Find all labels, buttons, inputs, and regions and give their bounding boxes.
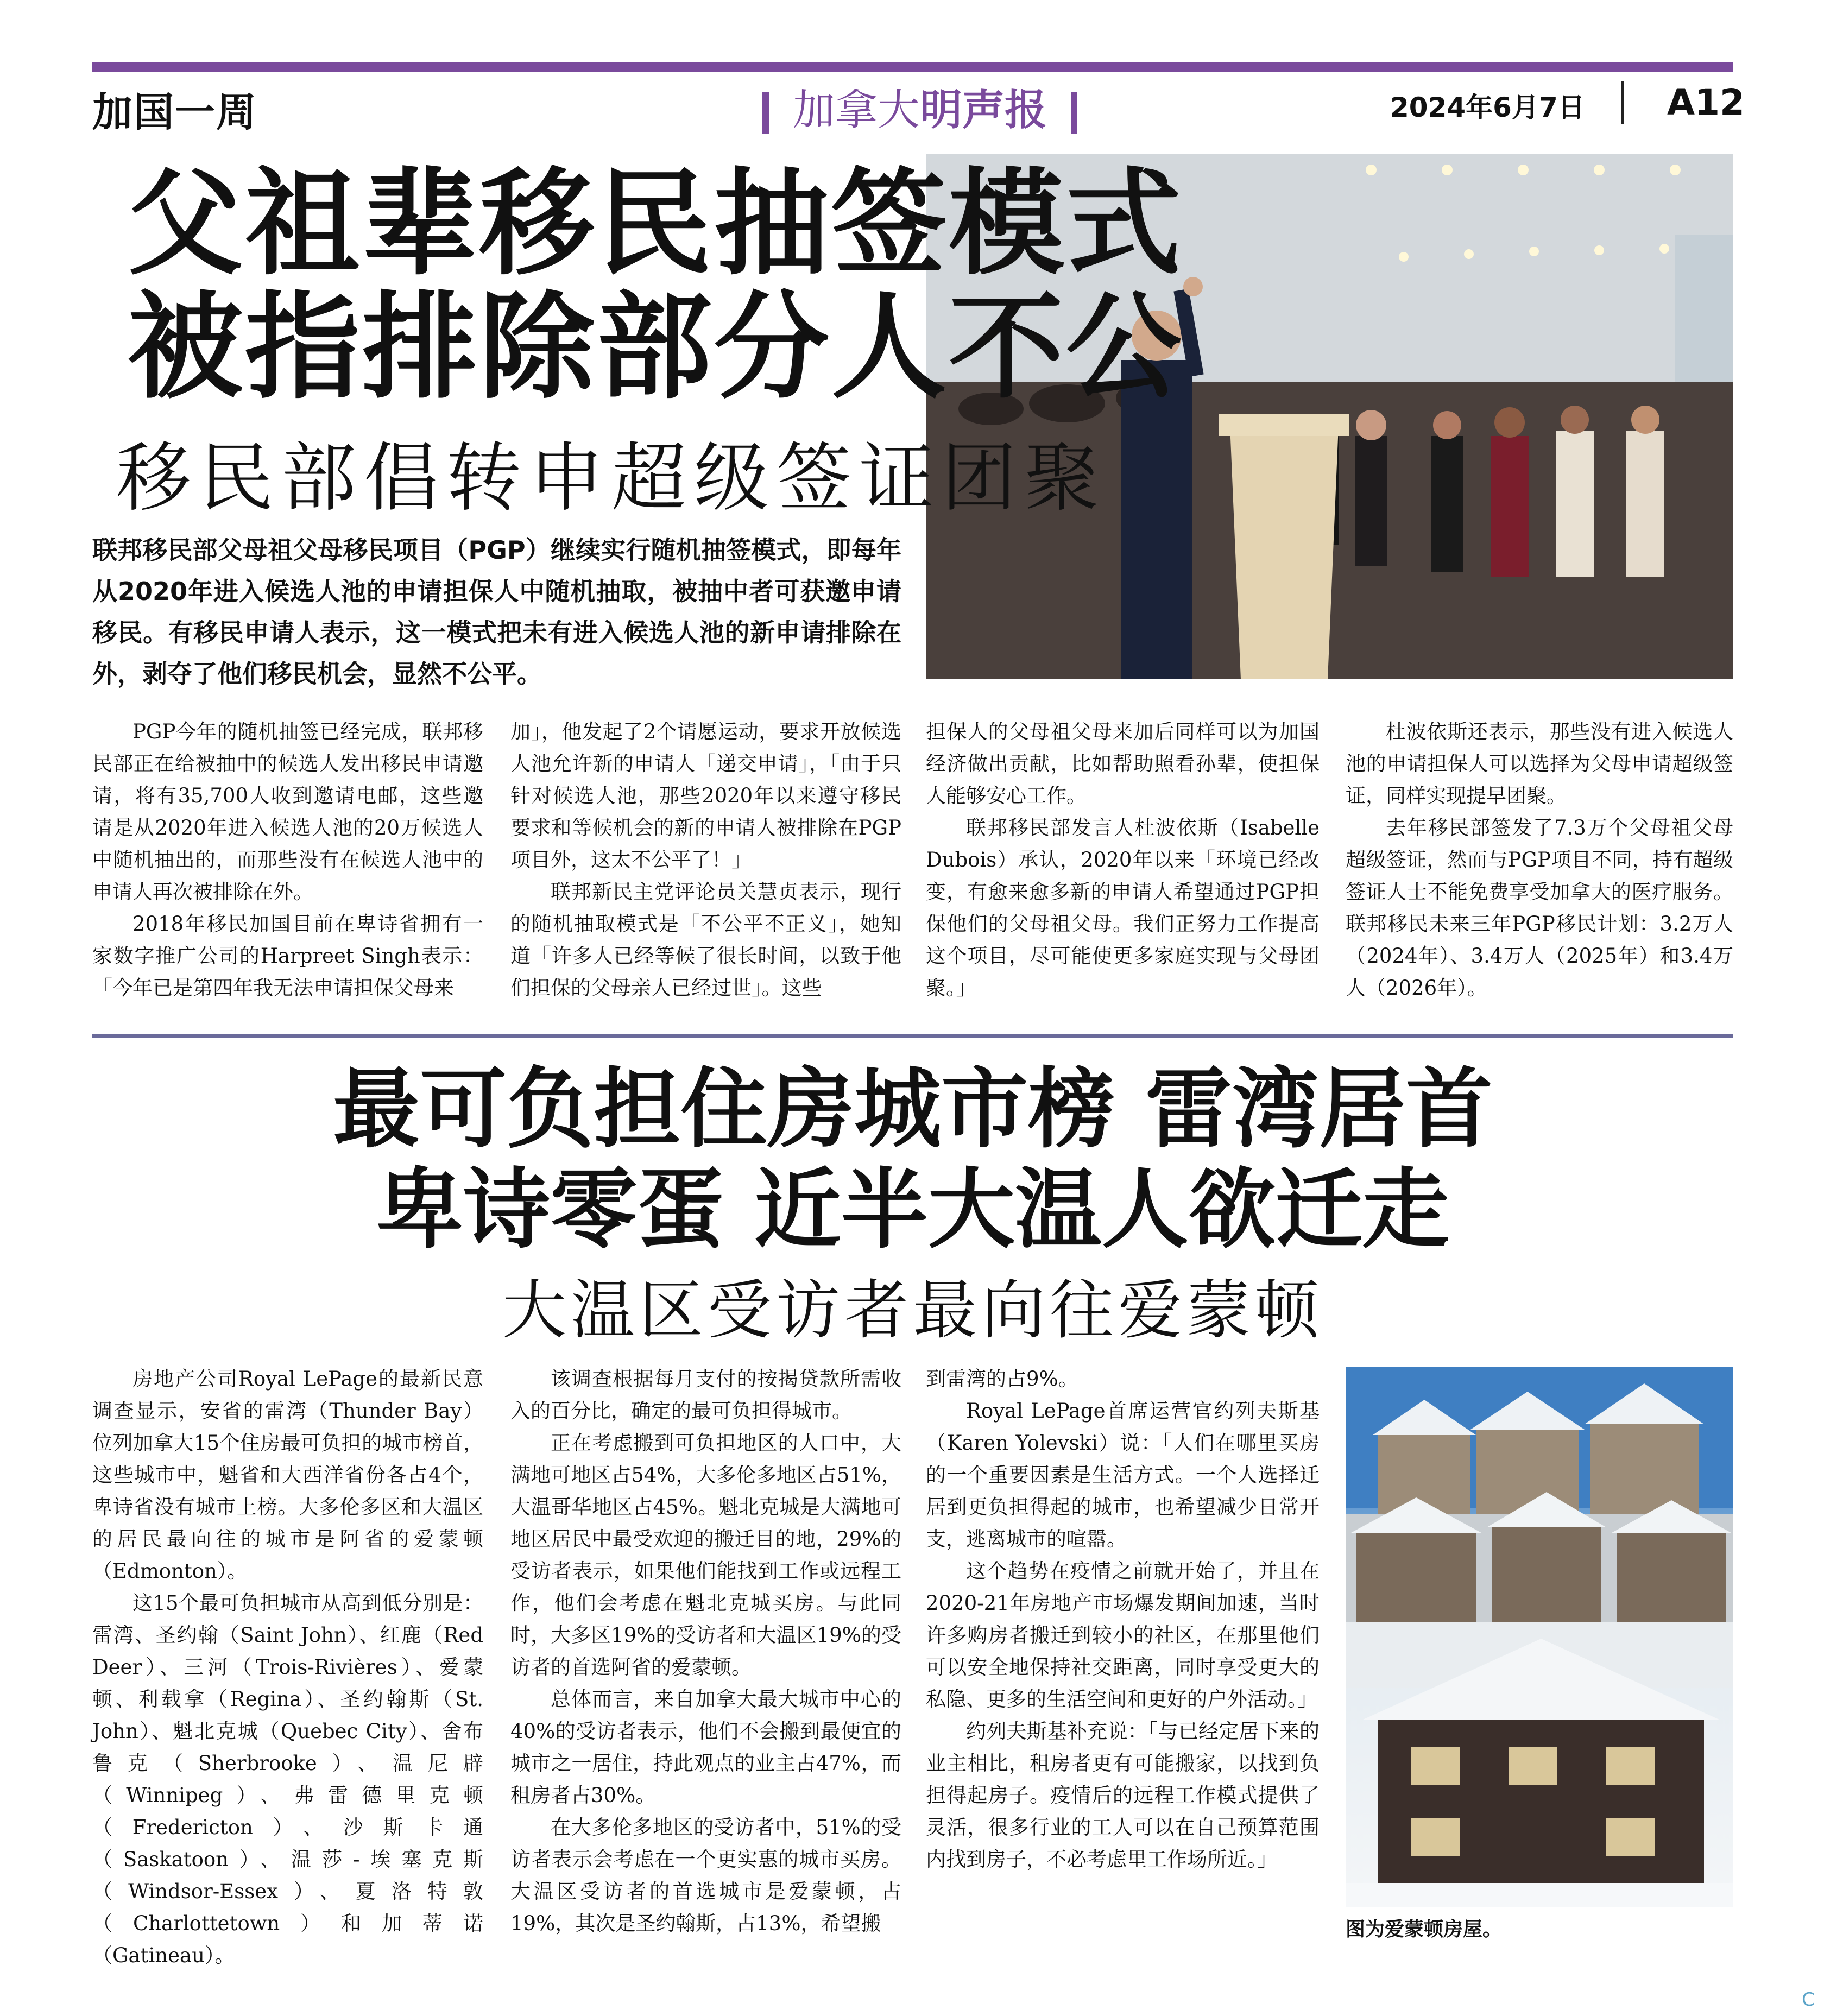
paragraph: 联邦移民部发言人杜波依斯（Isabelle Dubois）承认，2020年以来「环境已经改变，有愈来愈多新的申请人希望通过PGP担保他们的父母祖父母。我们正努力工作提高这个项目，尽可能使更多家庭实现与父母团聚。」 [926,816,1320,1000]
article2-headline [92,1059,1733,1260]
paragraph: Royal LePage首席运营官约列夫斯基（Karen Yolevski）说：「人们在哪里买房的一个重要因素是生活方式。一个人选择迁居到更负担得起的城市，也希望减少日常开支，逃离城市的喧嚣。 [926,1399,1320,1551]
paragraph: 去年移民部签发了7.3万个父母祖父母超级签证，然而与PGP项目不同，持有超级签证人士不能免费享受加拿大的医疗服务。联邦移民未来三年PGP移民计划：3.2万人（2024年）、3.4万人（2025年）和3.4万人（2026年）。 [1346,816,1733,1000]
article1-lead: 联邦移民部父母祖父母移民项目（PGP）继续实行随机抽签模式，即每年从2020年进入候选人池的申请担保人中随机抽取，被抽中者可获邀申请移民。有移民申请人表示，这一模式把未有进入候选人池的新申请排除在外，剥夺了他们移民机会，显然不公平。 [92,535,901,688]
paragraph: 联邦新民主党评论员关慧贞表示，现行的随机抽取模式是「不公平不正义」，她知道「许多人已经等候了很长时间，以致于他们担保的父母亲人已经过世」。这些 [510,880,901,1000]
article1-headline [128,156,1183,414]
masthead-left-bar [762,92,769,134]
top-color-bar [92,62,1733,72]
paragraph: 总体而言，来自加拿大最大城市中心的40%的受访者表示，他们不会搬到最便宜的城市之一居住，持此观点的业主占47%，而租房者占30%。 [510,1688,901,1807]
article2-headline-line1: 最可负担住房城市榜 雷湾居首 [333,1058,1493,1160]
article2-column-1 [92,1363,483,1971]
paragraph: 担保人的父母祖父母来加后同样可以为加国经济做出贡献，比如帮助照看孙辈，使担保人能够安心工作。 [926,720,1320,807]
article1-headline-line2: 被指排除部分人不公 [128,280,1183,414]
masthead [739,76,1101,137]
article1-column-3 [926,716,1320,1004]
header-separator [1621,81,1624,124]
corner-mark: C [1802,1989,1815,2011]
masthead-bold: 明声报 [920,86,1047,135]
issue-date: 2024年6月7日 [1390,92,1585,123]
article2-headline-line2: 卑诗零蛋 近半大温人欲迁走 [376,1159,1449,1260]
edmonton-houses-illustration [1346,1367,1733,1907]
photo-caption: 图为爱蒙顿房屋。 [1346,1918,1503,1941]
paragraph: 这个趋势在疫情之前就开始了，并且在2020-21年房地产市场爆发期间加速，当时许多购房者搬迁到较小的社区，在那里他们可以安全地保持社交距离，同时享受更大的私隐、更多的生活空间和更好的户外活动。」 [926,1559,1320,1711]
paragraph: 房地产公司Royal LePage的最新民意调查显示，安省的雷湾（Thunder Bay）位列加拿大15个住房最可负担的城市榜首，这些城市中，魁省和大西洋省份各占4个，卑诗省没有城市上榜。大多伦多区和大温区的居民最向往的城市是阿省的爱蒙顿（Edmonton）。 [92,1367,483,1583]
masthead-light: 加拿大 [793,86,920,135]
edmonton-houses-photo [1346,1367,1733,1907]
paragraph: 这15个最可负担城市从高到低分别是：雷湾、圣约翰（Saint John）、红鹿（Red Deer）、三河（Trois-Rivières）、爱蒙顿、利载拿（Regina）、圣约翰斯（St. John）、魁北克城（Quebec City）、舍布鲁克（Sherbrooke）、温尼辟（Winnipeg）、弗雷德里克顿（Fredericton）、沙斯卡通（Saskatoon）、温莎-埃塞克斯（Windsor-Essex）、夏洛特敦（Charlottetown）和加蒂诺（Gatineau）。 [92,1591,483,1967]
article1-column-2 [510,716,901,1004]
article1-subheadline: 移民部倡转申超级签证团聚 [116,434,1107,522]
section-name: 加国一周 [92,89,257,136]
paragraph: 约列夫斯基补充说：「与已经定居下来的业主相比，租房者更有可能搬家，以找到负担得起房子。疫情后的远程工作模式提供了灵活，很多行业的工人可以在自己预算范围内找到房子，不必考虑里工作场所近。」 [926,1720,1320,1871]
article2-column-2 [510,1363,901,1939]
masthead-right-bar [1071,92,1077,134]
article2-column-3 [926,1363,1320,1875]
paragraph: 该调查根据每月支付的按揭贷款所需收入的百分比，确定的最可负担得城市。 [510,1367,901,1423]
paragraph: 杜波依斯还表示，那些没有进入候选人池的申请担保人可以选择为父母申请超级签证，同样实现提早团聚。 [1346,720,1733,807]
paragraph: 正在考虑搬到可负担地区的人口中，大满地可地区占54%，大多伦多地区占51%，大温哥华地区占45%。魁北克城是大满地可地区居民中最受欢迎的搬迁目的地，29%的受访者表示，如果他们能找到工作或远程工作，他们会考虑在魁北克城买房。与此同时，大多区19%的受访者和大温区19%的受访者的首选阿省的爱蒙顿。 [510,1431,901,1679]
page-number: A12 [1667,81,1745,123]
article1-headline-line1: 父祖辈移民抽签模式 [128,156,1183,290]
paragraph: 加」，他发起了2个请愿运动，要求开放候选人池允许新的申请人「递交申请」，「由于只针对候选人池，那些2020年以来遵守移民要求和等候机会的新的申请人被排除在PGP项目外，这太不公平了！」 [510,720,901,871]
article-divider [92,1034,1733,1038]
paragraph: 到雷湾的占9%。 [926,1367,1078,1391]
article1-column-4 [1346,716,1733,1004]
paragraph: 2018年移民加国目前在卑诗省拥有一家数字推广公司的Harpreet Singh表示：「今年已是第四年我无法申请担保父母来 [92,912,483,1000]
article1-column-1 [92,716,483,1004]
article2-subheadline: 大温区受访者最向往爱蒙顿 [502,1273,1323,1348]
paragraph: PGP今年的随机抽签已经完成，联邦移民部正在给被抽中的候选人发出移民申请邀请，将有35,700人收到邀请电邮，这些邀请是从2020年进入候选人池的20万候选人中随机抽出的，而那些没有在候选人池中的申请人再次被排除在外。 [92,720,483,903]
paragraph: 在大多伦多地区的受访者中，51%的受访者表示会考虑在一个更实惠的城市买房。大温区受访者的首选城市是爱蒙顿，占19%，其次是圣约翰斯，占13%，希望搬 [510,1816,901,1935]
